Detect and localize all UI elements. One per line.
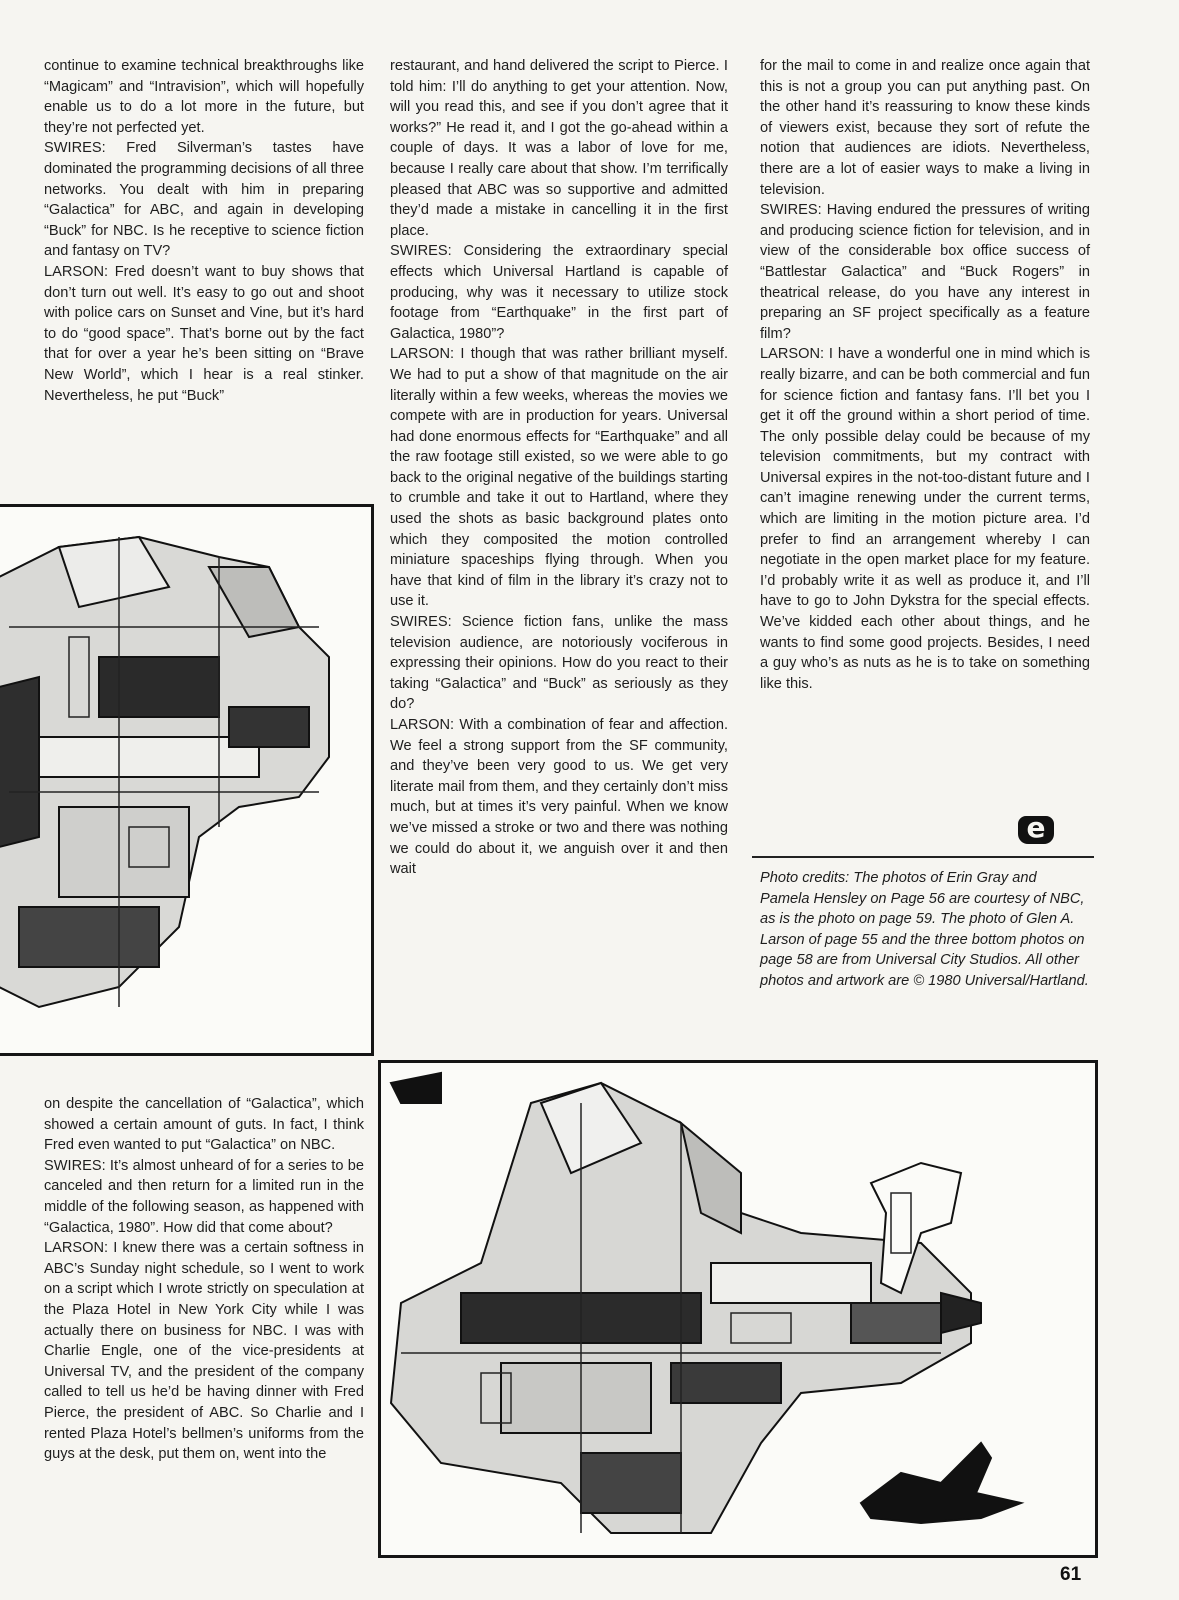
paragraph: SWIRES: Science fiction fans, unlike the mass television audience, are notoriously vociferous in expressing their opinions. How do you react to their taking “Galactica” and “Buck” as seriously as they do? [390,614,728,713]
paragraph: restaurant, and hand delivered the script to Pierce. I told him: I’ll do anything to get your attention. Now, will you read this, and see if you don’t agree that it works?” He read it, and I got the go-ahead within a couple of days. It was a labor of love for me, because I really care about that show. I’m terrifically pleased that ABC was so supportive and admitted they’d made a mistake in cancelling it in the first place. [390,58,728,239]
page-number: 61 [1060,1564,1082,1585]
spaceship-illustration-bottom [378,1060,1098,1558]
spaceship-drawing-left [0,507,371,1053]
article-column-left-top [44,56,364,406]
paragraph: SWIRES: It’s almost unheard of for a series to be canceled and then return for a limited run in the middle of the following season, as happened with “Galactica, 1980”. How did that come about? [44,1157,364,1236]
paragraph: LARSON: I knew there was a certain softness in ABC’s Sunday night schedule, so I went to work on a script which I wrote strictly on speculation at the Plaza Hotel in New York City while I was actually there on business for NBC. I was with Charlie Engle, one of the vice-presidents at Universal TV, and the president of the company called to tell us he’d be having dinner with Fred Pierce, the president of ABC. So Charlie and I rented Plaza Hotel’s bellmen’s uniforms from the guys at the desk, put them on, went into the [44,1240,364,1463]
paragraph: LARSON: With a combination of fear and affection. We feel a strong support from the SF community, and they’ve been very good to us. We get very literate mail from them, and they certainly don’t miss much, but at times it’s very painful. When we know we’ve missed a stroke or two and there was nothing we could do about it, we anguish over it and then wait [390,717,728,878]
spaceship-illustration-left [0,504,374,1056]
credits-divider [752,856,1094,858]
spaceship-drawing-bottom [381,1063,1095,1555]
paragraph: for the mail to come in and realize once again that this is not a group you can put anything past. On the other hand it’s reassuring to know these kinds of viewers exist, because they sort of refute the notion that audiences are idiots. Nevertheless, there are a lot of easier ways to make a living in television. [760,58,1090,198]
paragraph: LARSON: I have a wonderful one in mind which is really bizarre, and can be both commercial and fun for science fiction and fantasy fans. I’ll bet you I get it off the ground within a short period of time. The only possible delay could be because of my television commitments, but my contract with Universal expires in the not-too-distant future and I can’t imagine renewing under the current terms, which are limiting in the motion picture area. I’d prefer to find an arrangement whereby I can negotiate in the open market place for my feature. I’d probably write it as well as produce it, and I’ll have to go to John Dykstra for the special effects. We’ve kidded each other about things, and he wants to find some good projects. Besides, I need a guy who’s as nuts as he is to take on something like this. [760,346,1090,692]
paragraph: SWIRES: Fred Silverman’s tastes have dominated the programming decisions of all three networks. You dealt with him in preparing “Galactica” for ABC, and again in developing “Buck” for NBC. Is he receptive to science fiction and fantasy on TV? [44,140,364,260]
article-column-middle [390,56,728,880]
paragraph: continue to examine technical breakthroughs like “Magicam” and “Intravision”, which will hopefully enable us to do a lot more in the future, but they’re not perfected yet. [44,58,364,136]
paragraph: on despite the cancellation of “Galactica”, which showed a certain amount of guts. In fact, I think Fred even wanted to put “Galactica” on NBC. [44,1096,364,1154]
end-of-article-icon: e [1018,816,1054,844]
article-column-left-bottom [44,1094,364,1465]
paragraph: SWIRES: Considering the extraordinary special effects which Universal Hartland is capable of producing, why was it necessary to utilize stock footage from “Earthquake” in the first part of Galactica, 1980”? [390,243,728,342]
paragraph: SWIRES: Having endured the pressures of writing and producing science fiction for television, and in view of the considerable box office success of “Battlestar Galactica” and “Buck Rogers” in theatrical release, do you have any interest in preparing an SF project specifically as a feature film? [760,202,1090,342]
article-column-right [760,56,1090,694]
paragraph: LARSON: I though that was rather brilliant myself. We had to put a show of that magnitude on the air literally within a few weeks, whereas the movies we compete with are in production for years. Universal had done enormous effects for “Earthquake” and all the raw footage still existed, so we were able to go back to the original negative of the buildings starting to crumble and take it out to Hartland, where they used the shots as basic background plates onto which they composited the motion controlled miniature spaceships flying through. When you have that kind of film in the library it’s crazy not to use it. [390,346,728,610]
photo-credits: Photo credits: The photos of Erin Gray and Pamela Hensley on Page 56 are courtesy of NBC, as is the photo on page 59. The photo of Glen A. Larson of page 55 and the three bottom photos on page 58 are from Universal City Studios. All other photos and artwork are © 1980 Universal/Hartland. [760,870,1089,989]
paragraph: LARSON: Fred doesn’t want to buy shows that don’t turn out well. It’s easy to go out and shoot with police cars on Sunset and Vine, but it’s hard to do “good space”. That’s borne out by the fact that for over a year he’s been sitting on “Brave New World”, which I hear is a real stinker. Nevertheless, he put “Buck” [44,263,364,404]
